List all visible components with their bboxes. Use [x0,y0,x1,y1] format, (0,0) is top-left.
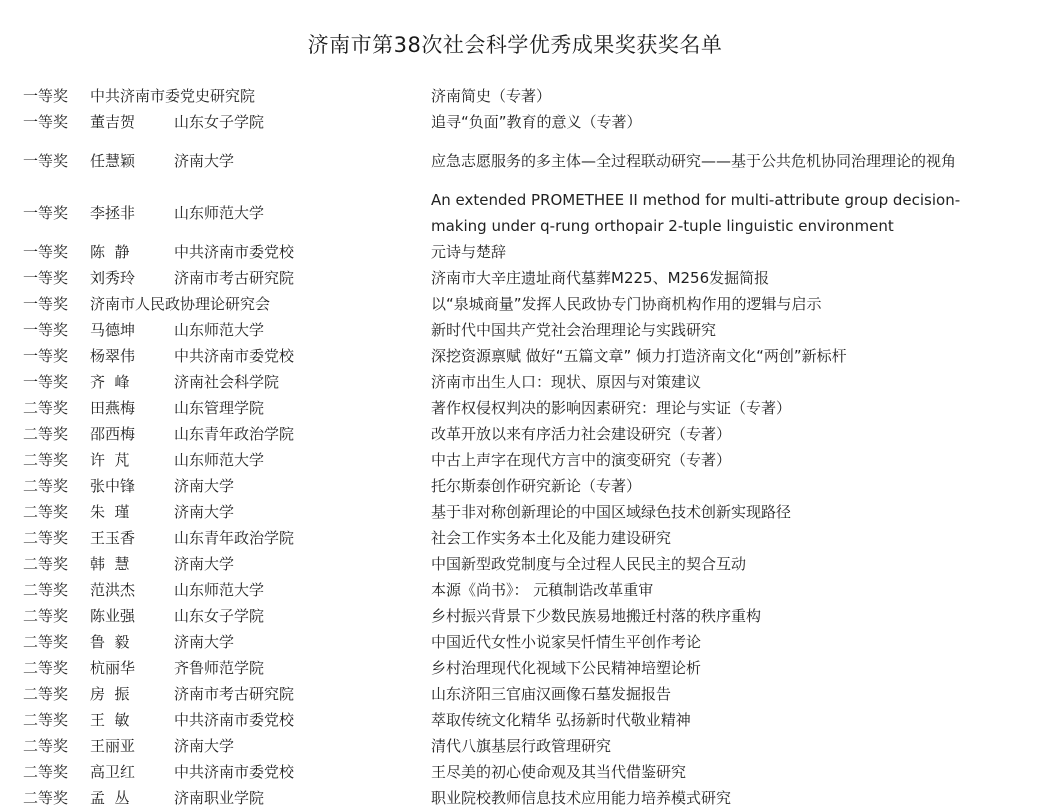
work-title: 改革开放以来有序活力社会建设研究（专著） [431,425,732,443]
award-level: 一等奖 [23,269,69,287]
award-recipient [90,655,431,681]
award-recipient [90,109,431,135]
award-level: 二等奖 [23,503,69,521]
recipient-name: 李拯非 [90,204,136,222]
award-recipient [90,369,431,395]
award-level: 二等奖 [23,451,69,469]
work-title: 应急志愿服务的多主体—全过程联动研究——基于公共危机协同治理理论的视角 [431,152,957,170]
work-title: 济南市大辛庄遗址商代墓葬M225、M256发掘简报 [431,269,770,287]
award-row [23,707,1033,733]
award-recipient [90,525,431,551]
award-row [23,473,1033,499]
recipient-organization: 山东师范大学 [174,451,265,469]
recipient-name: 韩 慧 [90,555,130,573]
recipient-name: 马德坤 [90,321,136,339]
award-row [23,317,1033,343]
award-row [23,629,1033,655]
recipient-organization: 山东青年政治学院 [174,529,295,547]
recipient-name: 王丽亚 [90,737,136,755]
award-level: 二等奖 [23,763,69,781]
recipient-organization: 山东女子学院 [174,113,265,131]
recipient-name: 田燕梅 [90,399,136,417]
award-row [23,681,1033,707]
award-level: 二等奖 [23,789,69,807]
award-recipient [90,239,431,265]
work-title: 本源《尚书》： 元稹制诰改革重审 [431,581,654,599]
award-level: 二等奖 [23,685,69,703]
page-title: 济南市第38次社会科学优秀成果奖获奖名单 [307,33,723,57]
award-recipient [90,499,431,525]
recipient-organization: 中共济南市委党校 [174,763,295,781]
work-title: 济南市出生人口：现状、原因与对策建议 [431,373,702,391]
award-row [23,499,1033,525]
recipient-name: 杨翠伟 [90,347,136,365]
recipient-organization: 山东师范大学 [174,321,265,339]
award-row [23,291,1033,317]
recipient-name: 高卫红 [90,763,136,781]
award-recipient [90,551,431,577]
recipient-name: 范洪杰 [90,581,136,599]
award-recipient [90,421,431,447]
recipient-organization: 济南大学 [174,555,235,573]
award-row [23,603,1033,629]
award-recipient [90,447,431,473]
award-recipient [90,603,431,629]
recipient-name: 王 敏 [90,711,130,729]
award-list [23,83,1033,811]
award-recipient [90,707,431,733]
award-level: 二等奖 [23,425,69,443]
recipient-organization: 山东青年政治学院 [174,425,295,443]
recipient-name: 房 振 [90,685,130,703]
recipient-organization: 中共济南市委党校 [174,243,295,261]
award-level: 二等奖 [23,529,69,547]
award-row [23,187,1033,239]
award-level: 一等奖 [23,321,69,339]
recipient-name: 鲁 毅 [90,633,130,651]
award-level: 一等奖 [23,152,69,170]
award-row [23,109,1033,135]
recipient-organization: 中共济南市委党校 [174,347,295,365]
work-title: 萃取传统文化精华 弘扬新时代敬业精神 [431,711,691,729]
recipient-name: 任慧颖 [90,152,136,170]
recipient-organization: 济南社会科学院 [174,373,280,391]
award-level: 二等奖 [23,633,69,651]
recipient-organization: 济南大学 [174,503,235,521]
award-level: 二等奖 [23,581,69,599]
award-recipient [90,291,431,317]
recipient-organization: 山东女子学院 [174,607,265,625]
award-level: 二等奖 [23,399,69,417]
award-recipient [90,733,431,759]
work-title: 中古上声字在现代方言中的演变研究（专著） [431,451,732,469]
award-row [23,447,1033,473]
award-row [23,525,1033,551]
award-level: 一等奖 [23,347,69,365]
recipient-organization: 济南市考古研究院 [174,685,295,703]
award-recipient [90,343,431,369]
award-level: 二等奖 [23,607,69,625]
recipient-name: 陈业强 [90,607,136,625]
award-recipient [90,759,431,785]
work-title: An extended PROMETHEE II method for multi-attribute group decision-making under q-rung orthopair 2-tuple linguistic environment [431,191,961,235]
award-level: 二等奖 [23,659,69,677]
award-row [23,655,1033,681]
work-title: 追寻“负面”教育的意义（专著） [431,113,642,131]
award-recipient [90,395,431,421]
work-title: 清代八旗基层行政管理研究 [431,737,612,755]
award-row [23,343,1033,369]
award-row [23,369,1033,395]
award-level: 二等奖 [23,737,69,755]
recipient-organization: 齐鲁师范学院 [174,659,265,677]
award-recipient [90,148,431,174]
recipient-organization: 济南大学 [174,477,235,495]
award-recipient [90,629,431,655]
award-recipient [90,577,431,603]
award-row [23,785,1033,811]
award-row [23,421,1033,447]
award-row [23,551,1033,577]
award-row [23,395,1033,421]
award-level: 二等奖 [23,711,69,729]
award-recipient [90,785,431,811]
award-level: 一等奖 [23,204,69,222]
award-row [23,577,1033,603]
work-title: 以“泉城商量”发挥人民政协专门协商机构作用的逻辑与启示 [431,295,822,313]
recipient-organization: 山东师范大学 [174,204,265,222]
recipient-name: 邵西梅 [90,425,136,443]
recipient-organization: 济南大学 [174,152,235,170]
award-recipient [90,83,431,109]
award-recipient [90,200,431,226]
work-title: 元诗与楚辞 [431,243,507,261]
award-level: 一等奖 [23,113,69,131]
recipient-name: 董吉贺 [90,113,136,131]
recipient-name: 齐 峰 [90,373,130,391]
recipient-name: 陈 静 [90,243,130,261]
award-recipient [90,317,431,343]
work-title: 社会工作实务本土化及能力建设研究 [431,529,672,547]
recipient-name: 杭丽华 [90,659,136,677]
recipient-name: 张中锋 [90,477,136,495]
work-title: 乡村振兴背景下少数民族易地搬迁村落的秩序重构 [431,607,762,625]
recipient-organization: 山东师范大学 [174,581,265,599]
award-level: 一等奖 [23,87,69,105]
award-row [23,265,1033,291]
recipient-organization: 济南大学 [174,633,235,651]
award-level: 二等奖 [23,477,69,495]
recipient-name: 刘秀玲 [90,269,136,287]
work-title: 济南简史（专著） [431,87,552,105]
work-title: 深挖资源禀赋 做好“五篇文章” 倾力打造济南文化“两创”新标杆 [431,347,847,365]
work-title: 王尽美的初心使命观及其当代借鉴研究 [431,763,687,781]
work-title: 中国新型政党制度与全过程人民民主的契合互动 [431,555,747,573]
recipient-name: 中共济南市委党史研究院 [90,87,256,105]
recipient-name: 王玉香 [90,529,136,547]
recipient-organization: 济南市考古研究院 [174,269,295,287]
award-row [23,239,1033,265]
work-title: 职业院校教师信息技术应用能力培养模式研究 [431,789,732,807]
recipient-name: 许 芃 [90,451,130,469]
award-row [23,759,1033,785]
recipient-name: 济南市人民政协理论研究会 [90,295,271,313]
work-title: 乡村治理现代化视域下公民精神培塑论析 [431,659,702,677]
award-level: 一等奖 [23,373,69,391]
work-title: 新时代中国共产党社会治理理论与实践研究 [431,321,717,339]
work-title: 托尔斯泰创作研究新论（专著） [431,477,642,495]
recipient-name: 孟 丛 [90,789,130,807]
recipient-organization: 济南职业学院 [174,789,265,807]
award-recipient [90,473,431,499]
recipient-organization: 济南大学 [174,737,235,755]
recipient-organization: 山东管理学院 [174,399,265,417]
award-level: 二等奖 [23,555,69,573]
work-title: 山东济阳三官庙汉画像石墓发掘报告 [431,685,672,703]
recipient-organization: 中共济南市委党校 [174,711,295,729]
award-recipient [90,265,431,291]
award-level: 一等奖 [23,295,69,313]
award-recipient [90,681,431,707]
award-row [23,83,1033,109]
recipient-name: 朱 瑾 [90,503,130,521]
award-row [23,733,1033,759]
work-title: 中国近代女性小说家吴忏情生平创作考论 [431,633,702,651]
award-row [23,135,1033,187]
award-level: 一等奖 [23,243,69,261]
work-title: 著作权侵权判决的影响因素研究：理论与实证（专著） [431,399,792,417]
work-title: 基于非对称创新理论的中国区域绿色技术创新实现路径 [431,503,792,521]
